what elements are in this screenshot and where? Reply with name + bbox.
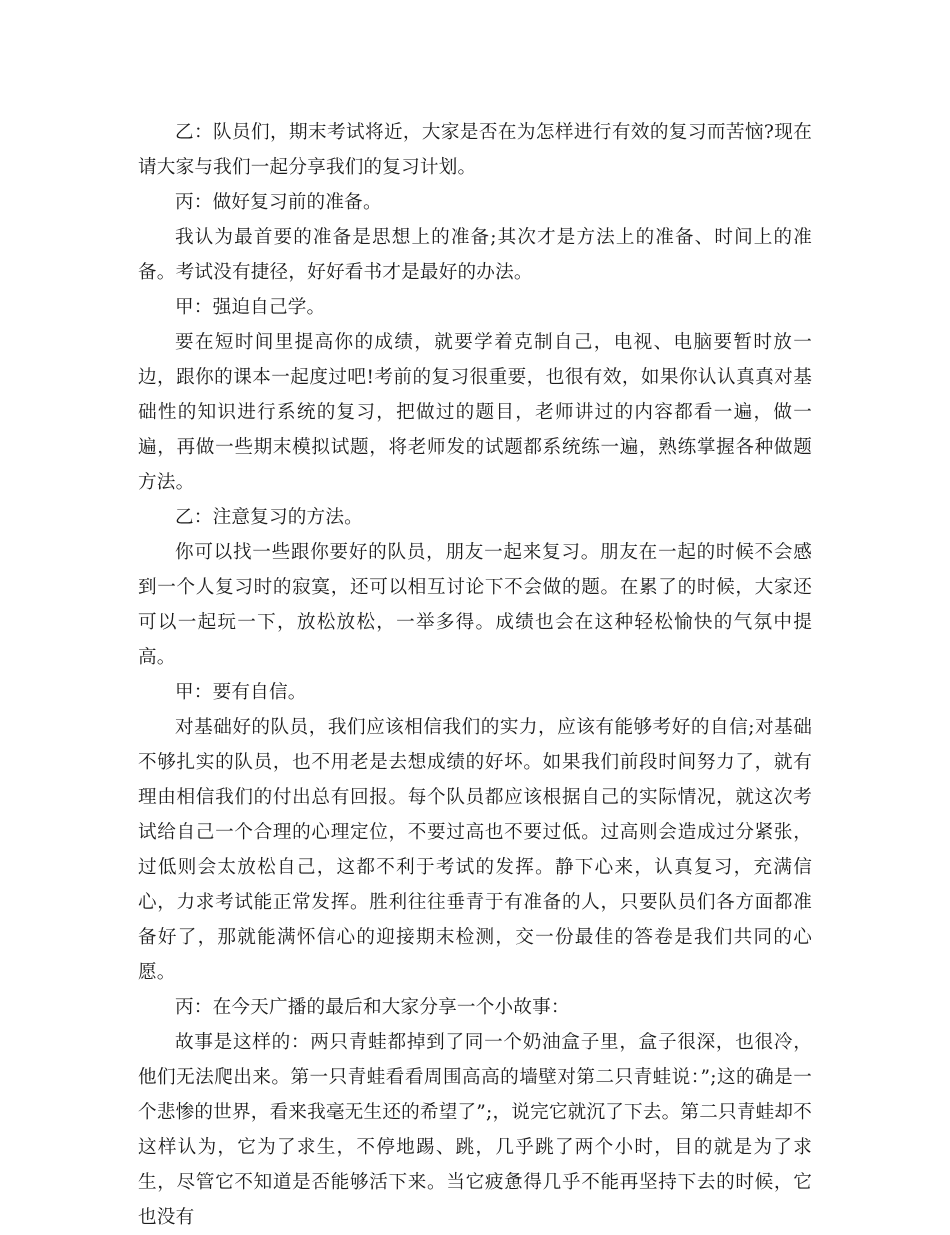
paragraph-story-intro: 丙：在今天广播的最后和大家分享一个小故事： <box>175 997 570 1018</box>
paragraph-prepare-body: 我认为最首要的准备是思想上的准备;其次才是方法上的准备、时间上的准备。考试没有捷径，好好看书才是最好的办法。 <box>138 227 812 283</box>
paragraph-heading-prepare: 丙：做好复习前的准备。 <box>175 192 382 213</box>
paragraph-dialogue-yi-intro: 乙：队员们，期末考试将近，大家是否在为怎样进行有效的复习而苦恼?现在请大家与我们一起分享我们的复习计划。 <box>138 122 812 178</box>
paragraph-heading-force-study: 甲：强迫自己学。 <box>175 297 326 318</box>
document-body <box>138 115 812 1235</box>
paragraph-heading-method: 乙：注意复习的方法。 <box>175 507 363 528</box>
paragraph-heading-confidence: 甲：要有自信。 <box>175 682 307 703</box>
paragraph-method-body: 你可以找一些跟你要好的队员，朋友一起来复习。朋友在一起的时候不会感到一个人复习时的寂寞，还可以相互讨论下不会做的题。在累了的时候，大家还可以一起玩一下，放松放松，一举多得。成绩也会在这种轻松愉快的气氛中提高。 <box>138 542 812 668</box>
paragraph-force-study-body: 要在短时间里提高你的成绩，就要学着克制自己，电视、电脑要暂时放一边，跟你的课本一起度过吧!考前的复习很重要，也很有效，如果你认认真真对基础性的知识进行系统的复习，把做过的题目，老师讲过的内容都看一遍，做一遍，再做一些期末模拟试题，将老师发的试题都系统练一遍，熟练掌握各种做题方法。 <box>138 332 812 493</box>
paragraph-confidence-body: 对基础好的队员，我们应该相信我们的实力，应该有能够考好的自信;对基础不够扎实的队员，也不用老是去想成绩的好坏。如果我们前段时间努力了，就有理由相信我们的付出总有回报。每个队员都应该根据自己的实际情况，就这次考试给自己一个合理的心理定位，不要过高也不要过低。过高则会造成过分紧张，过低则会太放松自己，这都不利于考试的发挥。静下心来，认真复习，充满信心，力求考试能正常发挥。胜利往往垂青于有准备的人，只要队员们各方面都准备好了，那就能满怀信心的迎接期末检测，交一份最佳的答卷是我们共同的心愿。 <box>138 717 812 983</box>
paragraph-story-body: 故事是这样的：两只青蛙都掉到了同一个奶油盒子里，盒子很深，也很冷，他们无法爬出来。第一只青蛙看看周围高高的墙壁对第二只青蛙说：”;这的确是一个悲惨的世界，看来我毫无生还的希望了”;，说完它就沉了下去。第二只青蛙却不这样认为，它为了求生，不停地踢、跳，几乎跳了两个小时，目的就是为了求生，尽管它不知道是否能够活下来。当它疲惫得几乎不能再坚持下去的时候，它也没有 <box>138 1032 812 1228</box>
